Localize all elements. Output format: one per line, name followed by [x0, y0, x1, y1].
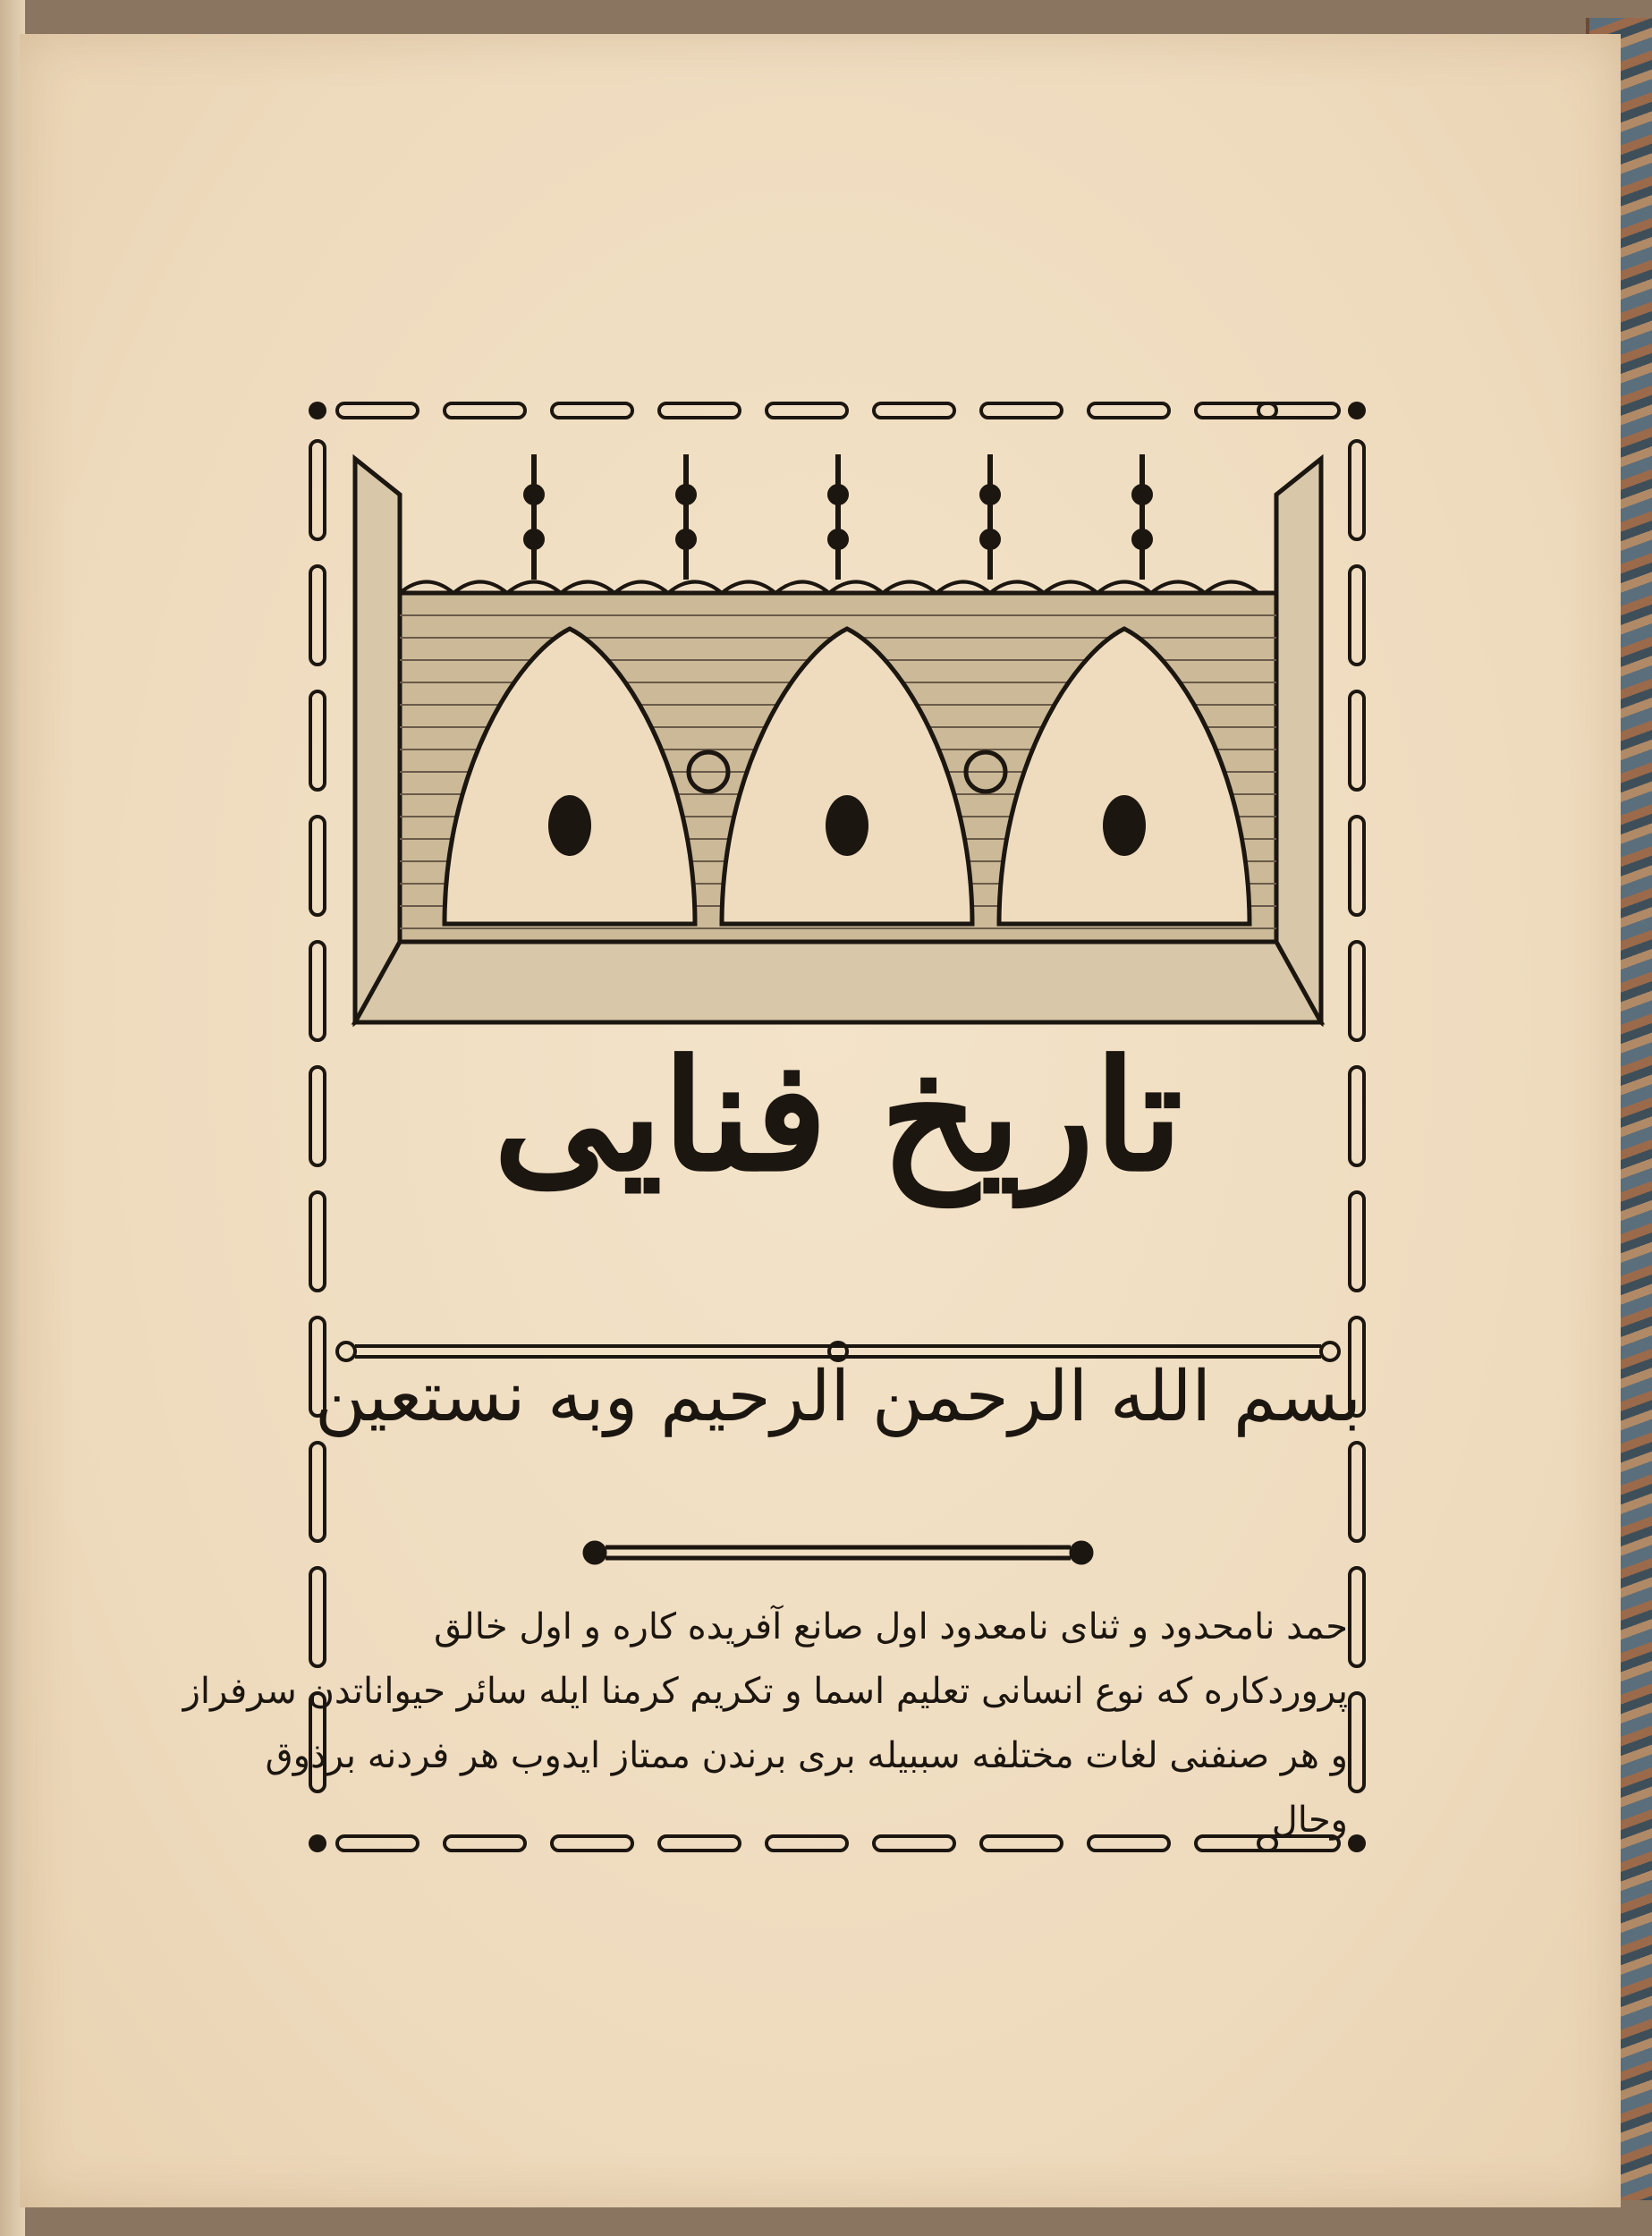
body-line: و هر صنفنى لغات مختلفه سببيله برى برندن ممتاز ايدوب هر فردنه برذوق	[265, 1735, 1348, 1776]
body-line: پروردكاره كه نوع انسانى تعليم اسما و تكريم كرمنا ايله سائر حيواناتدن سرفراز	[182, 1671, 1348, 1712]
headpiece-ornament	[355, 454, 1321, 1022]
body-line: حمد نامحدود و ثناى نامعدود اول صانع آفريده كاره و اول خالق	[434, 1606, 1348, 1647]
book-title: تاريخ فنايى	[493, 1027, 1183, 1206]
body-line: وحال	[1271, 1800, 1348, 1841]
title-frame	[182, 396, 1366, 1863]
body-text	[182, 1595, 1348, 1852]
book-page	[20, 34, 1621, 2207]
basmala-line: بسم الله الرحمن الرحيم وبه نستعين	[314, 1357, 1362, 1437]
basmala-divider	[585, 1543, 1091, 1563]
